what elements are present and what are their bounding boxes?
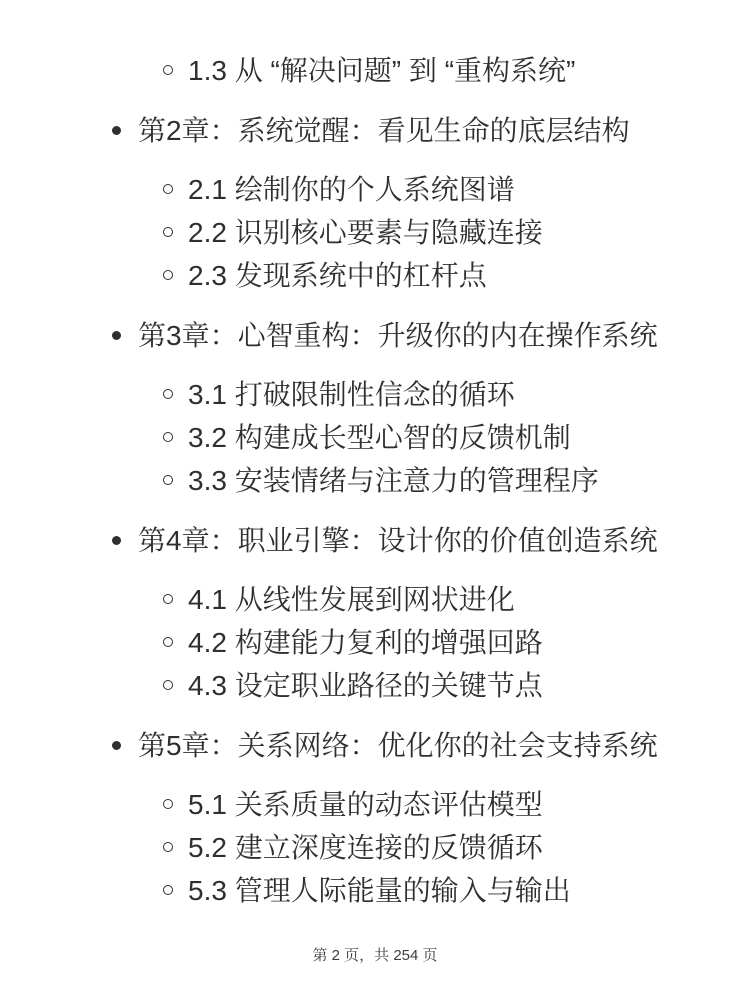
toc-chapter-item (0, 519, 750, 562)
section-label: 4.2 构建能力复利的增强回路 (188, 627, 543, 658)
chapter-label: 第3章：心智重构：升级你的内在操作系统 (138, 320, 658, 351)
disc-bullet-icon (112, 741, 121, 750)
chapter-label: 第5章：关系网络：优化你的社会支持系统 (138, 730, 658, 761)
toc-section-item (0, 373, 750, 416)
page-number-text: 第 2 页，共 254 页 (312, 947, 438, 964)
page-number-footer (0, 945, 750, 966)
toc-chapter-item (0, 314, 750, 357)
circle-bullet-icon (163, 432, 173, 442)
circle-bullet-icon (163, 65, 173, 75)
circle-bullet-icon (163, 594, 173, 604)
toc-section-item (0, 254, 750, 297)
section-label: 2.1 绘制你的个人系统图谱 (188, 174, 515, 205)
section-label: 3.3 安装情绪与注意力的管理程序 (188, 465, 599, 496)
section-label: 2.3 发现系统中的杠杆点 (188, 260, 487, 291)
circle-bullet-icon (163, 637, 173, 647)
circle-bullet-icon (163, 680, 173, 690)
toc-section-item (0, 664, 750, 707)
toc-section-item (0, 211, 750, 254)
chapter-label: 第2章：系统觉醒：看见生命的底层结构 (138, 115, 630, 146)
toc-section-item (0, 416, 750, 459)
toc-section-item (0, 49, 750, 92)
section-label: 5.2 建立深度连接的反馈循环 (188, 832, 543, 863)
toc-section-item (0, 578, 750, 621)
circle-bullet-icon (163, 270, 173, 280)
section-label: 5.1 关系质量的动态评估模型 (188, 789, 543, 820)
circle-bullet-icon (163, 389, 173, 399)
section-label: 2.2 识别核心要素与隐藏连接 (188, 217, 543, 248)
disc-bullet-icon (112, 331, 121, 340)
toc-section-item (0, 783, 750, 826)
circle-bullet-icon (163, 227, 173, 237)
circle-bullet-icon (163, 799, 173, 809)
circle-bullet-icon (163, 885, 173, 895)
circle-bullet-icon (163, 184, 173, 194)
circle-bullet-icon (163, 475, 173, 485)
disc-bullet-icon (112, 126, 121, 135)
disc-bullet-icon (112, 536, 121, 545)
section-label: 4.3 设定职业路径的关键节点 (188, 670, 543, 701)
toc-section-item (0, 459, 750, 502)
chapter-label: 第4章：职业引擎：设计你的价值创造系统 (138, 525, 658, 556)
toc-chapter-item (0, 724, 750, 767)
toc-section-item (0, 168, 750, 211)
section-label: 4.1 从线性发展到网状进化 (188, 584, 515, 615)
section-label: 3.2 构建成长型心智的反馈机制 (188, 422, 571, 453)
toc-chapter-item (0, 109, 750, 152)
section-label: 1.3 从 “解决问题” 到 “重构系统” (188, 55, 576, 86)
section-label: 3.1 打破限制性信念的循环 (188, 379, 515, 410)
toc-section-item (0, 826, 750, 869)
section-label: 5.3 管理人际能量的输入与输出 (188, 875, 571, 906)
toc-section-item (0, 869, 750, 912)
circle-bullet-icon (163, 842, 173, 852)
toc-section-item (0, 621, 750, 664)
